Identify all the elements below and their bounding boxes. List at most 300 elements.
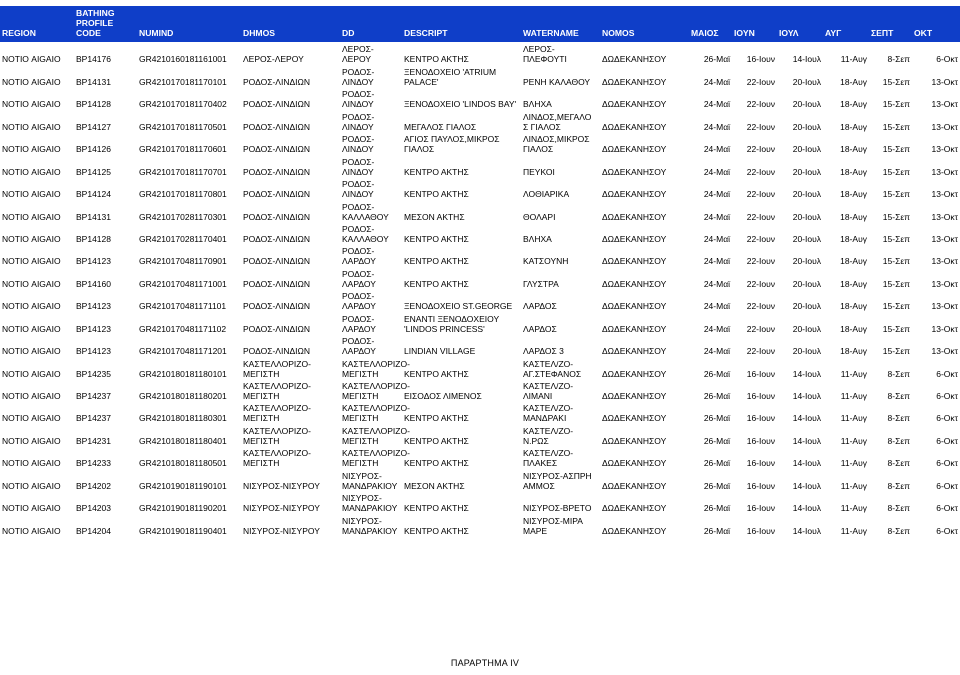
cell-sept: 15-Σεπ: [882, 323, 910, 334]
cell-aug: 18-Αυγ: [840, 346, 867, 357]
cell-ioun: 16-Ιουν: [746, 503, 775, 514]
cell-bathing-profile-code: BP14131: [76, 76, 111, 87]
table-row: [0, 109, 960, 131]
cell-watername: ΚΑΣΤΕΛ/ΖΟ-ΠΛΑΚΕΣ: [523, 448, 574, 469]
cell-okt: 13-Οκτ: [931, 256, 958, 267]
cell-dd: ΡΟΔΟΣ-ΛΙΝΔΟΥ: [342, 66, 375, 87]
cell-dd: ΡΟΔΟΣ-ΛΙΝΔΟΥ: [342, 89, 375, 110]
cell-aug: 18-Αυγ: [840, 121, 867, 132]
cell-nomos: ΔΩΔΕΚΑΝΗΣΟΥ: [602, 144, 667, 155]
cell-descript: ΚΕΝΤΡΟ ΑΚΤΗΣ: [404, 435, 469, 446]
cell-bathing-profile-code: BP14204: [76, 525, 111, 536]
cell-maios: 26-Μαϊ: [703, 435, 730, 446]
cell-numind: GR4210180181180201: [139, 391, 227, 401]
cell-descript: ΚΕΝΤΡΟ ΑΚΤΗΣ: [404, 413, 469, 424]
cell-okt: 6-Οκτ: [936, 54, 958, 65]
cell-okt: 13-Οκτ: [931, 233, 958, 244]
cell-dd: ΝΙΣΥΡΟΣ-ΜΑΝΔΡΑΚΙΟΥ: [342, 493, 398, 514]
cell-bathing-profile-code: BP14123: [76, 346, 111, 357]
table-row: [0, 177, 960, 199]
cell-region: ΝΟΤΙΟ AIGAIO: [2, 54, 61, 65]
cell-ioun: 22-Ιουν: [746, 301, 775, 312]
cell-dd: ΡΟΔΟΣ-ΛΑΡΔΟΥ: [342, 291, 376, 312]
cell-okt: 6-Οκτ: [936, 413, 958, 424]
cell-region: ΝΟΤΙΟ AIGAIO: [2, 503, 61, 514]
cell-okt: 6-Οκτ: [936, 458, 958, 469]
table-row: [0, 491, 960, 513]
cell-nomos: ΔΩΔΕΚΑΝΗΣΟΥ: [602, 480, 667, 491]
table-row: [0, 64, 960, 86]
cell-sept: 8-Σεπ: [887, 435, 910, 446]
cell-region: ΝΟΤΙΟ AIGAIO: [2, 525, 61, 536]
cell-descript: ΚΕΝΤΡΟ ΑΚΤΗΣ: [404, 278, 469, 289]
cell-aug: 11-Αυγ: [840, 368, 867, 379]
cell-sept: 15-Σεπ: [882, 211, 910, 222]
cell-numind: GR4210170481171201: [139, 346, 227, 357]
cell-nomos: ΔΩΔΕΚΑΝΗΣΟΥ: [602, 54, 667, 65]
cell-sept: 15-Σεπ: [882, 301, 910, 312]
cell-ioun: 22-Ιουν: [746, 323, 775, 334]
cell-ioul: 14-Ιουλ: [792, 413, 821, 424]
cell-watername: ΚΑΤΣΟΥΝΗ: [523, 256, 569, 267]
cell-watername: ΡΕΝΗ ΚΑΛΑΘΟΥ: [523, 76, 591, 87]
cell-ioul: 20-Ιουλ: [792, 166, 821, 177]
cell-maios: 26-Μαϊ: [703, 503, 730, 514]
cell-bathing-profile-code: BP14125: [76, 166, 111, 177]
cell-watername: ΛΑΡΔΟΣ: [523, 301, 557, 312]
cell-region: ΝΟΤΙΟ AIGAIO: [2, 121, 61, 132]
cell-watername: ΒΛΗΧΑ: [523, 233, 552, 244]
cell-ioun: 22-Ιουν: [746, 99, 775, 110]
cell-okt: 13-Οκτ: [931, 301, 958, 312]
cell-dd: ΡΟΔΟΣ-ΛΙΝΔΟΥ: [342, 156, 375, 177]
cell-dd: ΡΟΔΟΣ-ΛΙΝΔΟΥ: [342, 134, 375, 155]
cell-ioun: 22-Ιουν: [746, 189, 775, 200]
cell-sept: 8-Σεπ: [887, 413, 910, 424]
cell-aug: 18-Αυγ: [840, 99, 867, 110]
cell-numind: GR4210170281170301: [139, 211, 227, 222]
cell-maios: 24-Μαϊ: [703, 76, 730, 87]
cell-ioul: 20-Ιουλ: [792, 278, 821, 289]
cell-okt: 13-Οκτ: [931, 76, 958, 87]
cell-ioun: 16-Ιουν: [746, 391, 775, 401]
cell-descript: ΑΓΙΟΣ ΠΑΥΛΟΣ,ΜΙΚΡΟΣ ΓΙΑΛΟΣ: [404, 134, 500, 155]
cell-descript: ΕΙΣΟΔΟΣ ΛΙΜΕΝΟΣ: [404, 391, 482, 401]
cell-nomos: ΔΩΔΕΚΑΝΗΣΟΥ: [602, 189, 667, 200]
column-header-bathing-profile-code: BATHING PROFILE CODE: [74, 6, 137, 42]
column-header-nomos: NOMOS: [600, 6, 689, 42]
cell-ioul: 20-Ιουλ: [792, 76, 821, 87]
cell-bathing-profile-code: BP14131: [76, 211, 111, 222]
cell-ioul: 14-Ιουλ: [792, 368, 821, 379]
cell-region: ΝΟΤΙΟ AIGAIO: [2, 144, 61, 155]
cell-maios: 26-Μαϊ: [703, 391, 730, 401]
cell-region: ΝΟΤΙΟ AIGAIO: [2, 189, 61, 200]
cell-bathing-profile-code: BP14237: [76, 413, 111, 424]
cell-dd: ΡΟΔΟΣ-ΛΙΝΔΟΥ: [342, 179, 375, 200]
cell-numind: GR4210170481171102: [139, 323, 227, 334]
cell-dhmos: ΡΟΔΟΣ-ΛΙΝΔΙΩΝ: [243, 121, 311, 132]
cell-dd: ΡΟΔΟΣ-ΛΙΝΔΟΥ: [342, 111, 375, 132]
cell-nomos: ΔΩΔΕΚΑΝΗΣΟΥ: [602, 233, 667, 244]
cell-ioul: 14-Ιουλ: [792, 503, 821, 514]
cell-watername: ΚΑΣΤΕΛ/ΖΟ-ΛΙΜΑΝΙ: [523, 381, 574, 401]
cell-ioun: 22-Ιουν: [746, 76, 775, 87]
cell-nomos: ΔΩΔΕΚΑΝΗΣΟΥ: [602, 301, 667, 312]
cell-sept: 15-Σεπ: [882, 99, 910, 110]
cell-ioul: 20-Ιουλ: [792, 301, 821, 312]
cell-ioun: 16-Ιουν: [746, 525, 775, 536]
cell-dd: ΚΑΣΤΕΛΛΟΡΙΖΟ-ΜΕΓΙΣΤΗ: [342, 425, 410, 446]
cell-descript: ΜΕΣΟΝ ΑΚΤΗΣ: [404, 480, 465, 491]
cell-numind: GR4210170281170401: [139, 233, 227, 244]
cell-dhmos: ΡΟΔΟΣ-ΛΙΝΔΙΩΝ: [243, 76, 311, 87]
cell-dd: ΡΟΔΟΣ-ΛΑΡΔΟΥ: [342, 268, 376, 289]
column-header-sept: ΣΕΠΤ: [869, 6, 912, 42]
cell-watername: ΠΕΥΚΟΙ: [523, 166, 555, 177]
cell-dd: ΚΑΣΤΕΛΛΟΡΙΖΟ-ΜΕΓΙΣΤΗ: [342, 358, 410, 379]
cell-dhmos: ΡΟΔΟΣ-ΛΙΝΔΙΩΝ: [243, 189, 311, 200]
table-row: [0, 199, 960, 221]
cell-dhmos: ΡΟΔΟΣ-ΛΙΝΔΙΩΝ: [243, 166, 311, 177]
cell-dd: ΡΟΔΟΣ-ΛΑΡΔΟΥ: [342, 336, 376, 357]
cell-descript: ΚΕΝΤΡΟ ΑΚΤΗΣ: [404, 54, 469, 65]
cell-descript: ΚΕΝΤΡΟ ΑΚΤΗΣ: [404, 189, 469, 200]
cell-region: ΝΟΤΙΟ AIGAIO: [2, 278, 61, 289]
cell-descript: ΚΕΝΤΡΟ ΑΚΤΗΣ: [404, 368, 469, 379]
cell-numind: GR4210170481171101: [139, 301, 227, 312]
cell-maios: 24-Μαϊ: [703, 189, 730, 200]
table-row: [0, 132, 960, 154]
cell-watername: ΛΙΝΔΟΣ,ΜΕΓΑΛΟ Σ ΓΙΑΛΟΣ: [523, 111, 592, 132]
table-row: [0, 266, 960, 288]
cell-descript: ΚΕΝΤΡΟ ΑΚΤΗΣ: [404, 525, 469, 536]
cell-okt: 13-Οκτ: [931, 121, 958, 132]
column-header-numind: NUMIND: [137, 6, 241, 42]
cell-sept: 8-Σεπ: [887, 503, 910, 514]
cell-numind: GR4210180181180101: [139, 368, 227, 379]
cell-region: ΝΟΤΙΟ AIGAIO: [2, 323, 61, 334]
table-row: [0, 154, 960, 176]
cell-descript: ΞΕΝΟΔΟΧΕΙΟ ST.GEORGE: [404, 301, 513, 312]
cell-ioul: 14-Ιουλ: [792, 525, 821, 536]
column-header-maios: ΜΑΙΟΣ: [689, 6, 732, 42]
cell-region: ΝΟΤΙΟ AIGAIO: [2, 76, 61, 87]
cell-okt: 13-Οκτ: [931, 166, 958, 177]
cell-numind: GR4210180181180301: [139, 413, 227, 424]
cell-ioun: 22-Ιουν: [746, 346, 775, 357]
cell-sept: 15-Σεπ: [882, 76, 910, 87]
cell-maios: 26-Μαϊ: [703, 480, 730, 491]
cell-descript: ΞΕΝΟΔΟΧΕΙΟ 'LINDOS BAY': [404, 99, 517, 110]
cell-bathing-profile-code: BP14235: [76, 368, 111, 379]
cell-bathing-profile-code: BP14202: [76, 480, 111, 491]
column-header-descript: DESCRIPT: [402, 6, 521, 42]
cell-descript: ΚΕΝΤΡΟ ΑΚΤΗΣ: [404, 166, 469, 177]
cell-maios: 24-Μαϊ: [703, 278, 730, 289]
table-row: [0, 222, 960, 244]
cell-maios: 26-Μαϊ: [703, 525, 730, 536]
cell-watername: ΛΑΡΔΟΣ: [523, 323, 557, 334]
cell-region: ΝΟΤΙΟ AIGAIO: [2, 99, 61, 110]
table-row: [0, 379, 960, 401]
column-header-aug: ΑΥΓ: [823, 6, 869, 42]
cell-numind: GR4210170181170501: [139, 121, 227, 132]
cell-okt: 13-Οκτ: [931, 211, 958, 222]
cell-sept: 15-Σεπ: [882, 144, 910, 155]
cell-ioun: 22-Ιουν: [746, 278, 775, 289]
cell-aug: 11-Αυγ: [840, 525, 867, 536]
cell-nomos: ΔΩΔΕΚΑΝΗΣΟΥ: [602, 346, 667, 357]
cell-dhmos: ΛΕΡΟΣ-ΛΕΡΟΥ: [243, 54, 304, 65]
cell-okt: 6-Οκτ: [936, 435, 958, 446]
cell-okt: 13-Οκτ: [931, 278, 958, 289]
cell-aug: 11-Αυγ: [840, 503, 867, 514]
table-row: [0, 289, 960, 311]
header-row: [0, 6, 960, 42]
cell-aug: 18-Αυγ: [840, 278, 867, 289]
cell-descript: ΚΕΝΤΡΟ ΑΚΤΗΣ: [404, 503, 469, 514]
cell-bathing-profile-code: BP14127: [76, 121, 111, 132]
table-row: [0, 334, 960, 356]
table-row: [0, 311, 960, 333]
cell-ioun: 16-Ιουν: [746, 368, 775, 379]
cell-bathing-profile-code: BP14123: [76, 256, 111, 267]
cell-okt: 6-Οκτ: [936, 480, 958, 491]
cell-ioun: 16-Ιουν: [746, 458, 775, 469]
cell-dhmos: ΚΑΣΤΕΛΛΟΡΙΖΟ-ΜΕΓΙΣΤΗ: [243, 358, 311, 379]
cell-aug: 18-Αυγ: [840, 301, 867, 312]
cell-ioun: 22-Ιουν: [746, 121, 775, 132]
cell-region: ΝΟΤΙΟ AIGAIO: [2, 368, 61, 379]
cell-dhmos: ΡΟΔΟΣ-ΛΙΝΔΙΩΝ: [243, 211, 311, 222]
cell-maios: 24-Μαϊ: [703, 144, 730, 155]
cell-watername: ΝΙΣΥΡΟΣ-ΑΣΠΡΗ ΑΜΜΟΣ: [523, 470, 592, 491]
cell-ioul: 14-Ιουλ: [792, 54, 821, 65]
cell-ioul: 20-Ιουλ: [792, 211, 821, 222]
cell-sept: 8-Σεπ: [887, 54, 910, 65]
cell-nomos: ΔΩΔΕΚΑΝΗΣΟΥ: [602, 503, 667, 514]
cell-maios: 24-Μαϊ: [703, 346, 730, 357]
cell-sept: 15-Σεπ: [882, 166, 910, 177]
cell-numind: GR4210170181170701: [139, 166, 227, 177]
cell-watername: ΛΟΘΙΑΡΙΚΑ: [523, 189, 570, 200]
cell-dd: ΝΙΣΥΡΟΣ-ΜΑΝΔΡΑΚΙΟΥ: [342, 515, 398, 536]
appendix-label: ΠΑΡΑΡΤΗΜΑ IV: [450, 658, 520, 668]
cell-okt: 13-Οκτ: [931, 144, 958, 155]
cell-sept: 15-Σεπ: [882, 121, 910, 132]
cell-region: ΝΟΤΙΟ AIGAIO: [2, 413, 61, 424]
cell-maios: 26-Μαϊ: [703, 368, 730, 379]
cell-nomos: ΔΩΔΕΚΑΝΗΣΟΥ: [602, 166, 667, 177]
cell-okt: 13-Οκτ: [931, 346, 958, 357]
cell-okt: 6-Οκτ: [936, 368, 958, 379]
cell-ioul: 20-Ιουλ: [792, 256, 821, 267]
cell-okt: 13-Οκτ: [931, 189, 958, 200]
table-row: [0, 42, 960, 64]
cell-maios: 24-Μαϊ: [703, 211, 730, 222]
cell-dhmos: ΡΟΔΟΣ-ΛΙΝΔΙΩΝ: [243, 301, 311, 312]
cell-ioul: 20-Ιουλ: [792, 346, 821, 357]
table-row: [0, 468, 960, 490]
cell-sept: 8-Σεπ: [887, 480, 910, 491]
cell-maios: 26-Μαϊ: [703, 54, 730, 65]
cell-dhmos: ΚΑΣΤΕΛΛΟΡΙΖΟ-ΜΕΓΙΣΤΗ: [243, 425, 311, 446]
cell-sept: 8-Σεπ: [887, 525, 910, 536]
table-row: [0, 446, 960, 468]
cell-ioul: 20-Ιουλ: [792, 189, 821, 200]
cell-region: ΝΟΤΙΟ AIGAIO: [2, 346, 61, 357]
cell-region: ΝΟΤΙΟ AIGAIO: [2, 166, 61, 177]
cell-ioul: 14-Ιουλ: [792, 480, 821, 491]
cell-nomos: ΔΩΔΕΚΑΝΗΣΟΥ: [602, 121, 667, 132]
cell-dhmos: ΡΟΔΟΣ-ΛΙΝΔΙΩΝ: [243, 346, 311, 357]
cell-aug: 18-Αυγ: [840, 233, 867, 244]
cell-aug: 18-Αυγ: [840, 76, 867, 87]
cell-dhmos: ΝΙΣΥΡΟΣ-ΝΙΣΥΡΟΥ: [243, 480, 320, 491]
cell-dd: ΚΑΣΤΕΛΛΟΡΙΖΟ-ΜΕΓΙΣΤΗ: [342, 448, 410, 469]
cell-okt: 6-Οκτ: [936, 391, 958, 401]
cell-ioun: 22-Ιουν: [746, 144, 775, 155]
cell-bathing-profile-code: BP14123: [76, 301, 111, 312]
cell-maios: 24-Μαϊ: [703, 301, 730, 312]
cell-ioul: 20-Ιουλ: [792, 121, 821, 132]
cell-region: ΝΟΤΙΟ AIGAIO: [2, 391, 61, 401]
cell-okt: 6-Οκτ: [936, 503, 958, 514]
cell-numind: GR4210160181161001: [139, 54, 227, 65]
cell-region: ΝΟΤΙΟ AIGAIO: [2, 301, 61, 312]
cell-dd: ΡΟΔΟΣ-ΚΑΛΛΑΘΟΥ: [342, 201, 389, 222]
cell-aug: 18-Αυγ: [840, 166, 867, 177]
cell-watername: ΚΑΣΤΕΛ/ΖΟ-ΜΑΝΔΡΑΚΙ: [523, 403, 574, 424]
cell-numind: GR4210180181180501: [139, 458, 227, 469]
cell-numind: GR4210170481171001: [139, 278, 227, 289]
cell-ioun: 22-Ιουν: [746, 256, 775, 267]
cell-dhmos: ΡΟΔΟΣ-ΛΙΝΔΙΩΝ: [243, 144, 311, 155]
table-row: [0, 87, 960, 109]
cell-watername: ΛΕΡΟΣ-ΠΛΕΦΟΥΤΙ: [523, 44, 567, 65]
cell-maios: 24-Μαϊ: [703, 323, 730, 334]
cell-numind: GR4210190181190201: [139, 503, 227, 514]
cell-bathing-profile-code: BP14124: [76, 189, 111, 200]
cell-descript: ΚΕΝΤΡΟ ΑΚΤΗΣ: [404, 256, 469, 267]
cell-region: ΝΟΤΙΟ AIGAIO: [2, 256, 61, 267]
cell-nomos: ΔΩΔΕΚΑΝΗΣΟΥ: [602, 256, 667, 267]
table-row: [0, 423, 960, 445]
cell-sept: 8-Σεπ: [887, 391, 910, 401]
cell-aug: 18-Αυγ: [840, 144, 867, 155]
cell-dd: ΡΟΔΟΣ-ΛΑΡΔΟΥ: [342, 313, 376, 334]
column-header-okt: ΟΚΤ: [912, 6, 960, 42]
cell-descript: ΚΕΝΤΡΟ ΑΚΤΗΣ: [404, 458, 469, 469]
cell-dhmos: ΡΟΔΟΣ-ΛΙΝΔΙΩΝ: [243, 256, 311, 267]
table-row: [0, 244, 960, 266]
cell-okt: 13-Οκτ: [931, 99, 958, 110]
cell-numind: GR4210170181170801: [139, 189, 227, 200]
column-header-ioun: ΙΟΥΝ: [732, 6, 777, 42]
cell-nomos: ΔΩΔΕΚΑΝΗΣΟΥ: [602, 76, 667, 87]
cell-maios: 24-Μαϊ: [703, 233, 730, 244]
cell-sept: 8-Σεπ: [887, 458, 910, 469]
cell-numind: GR4210190181190101: [139, 480, 227, 491]
cell-ioun: 22-Ιουν: [746, 233, 775, 244]
cell-region: ΝΟΤΙΟ AIGAIO: [2, 211, 61, 222]
cell-ioun: 22-Ιουν: [746, 211, 775, 222]
cell-ioul: 14-Ιουλ: [792, 391, 821, 401]
cell-maios: 24-Μαϊ: [703, 99, 730, 110]
cell-bathing-profile-code: BP14123: [76, 323, 111, 334]
cell-dd: ΚΑΣΤΕΛΛΟΡΙΖΟ-ΜΕΓΙΣΤΗ: [342, 381, 410, 401]
cell-nomos: ΔΩΔΕΚΑΝΗΣΟΥ: [602, 525, 667, 536]
cell-aug: 11-Αυγ: [840, 54, 867, 65]
cell-dhmos: ΚΑΣΤΕΛΛΟΡΙΖΟ-ΜΕΓΙΣΤΗ: [243, 403, 311, 424]
cell-watername: ΛΙΝΔΟΣ,ΜΙΚΡΟΣ ΓΙΑΛΟΣ: [523, 134, 590, 155]
cell-ioun: 16-Ιουν: [746, 480, 775, 491]
cell-aug: 11-Αυγ: [840, 413, 867, 424]
table-body: [0, 42, 960, 536]
cell-aug: 18-Αυγ: [840, 256, 867, 267]
cell-bathing-profile-code: BP14237: [76, 391, 111, 401]
cell-watername: ΚΑΣΤΕΛ/ΖΟ-Ν.ΡΩΣ: [523, 425, 574, 446]
cell-watername: ΛΑΡΔΟΣ 3: [523, 346, 564, 357]
cell-watername: ΚΑΣΤΕΛ/ΖΟ-ΑΓ.ΣΤΕΦΑΝΟΣ: [523, 358, 582, 379]
cell-bathing-profile-code: BP14128: [76, 99, 111, 110]
column-header-dd: DD: [340, 6, 402, 42]
cell-watername: ΝΙΣΥΡΟΣ-ΒΡΕΤΟ: [523, 503, 592, 514]
cell-aug: 11-Αυγ: [840, 458, 867, 469]
cell-nomos: ΔΩΔΕΚΑΝΗΣΟΥ: [602, 99, 667, 110]
cell-numind: GR4210170181170101: [139, 76, 227, 87]
cell-sept: 15-Σεπ: [882, 278, 910, 289]
cell-dd: ΛΕΡΟΣ-ΛΕΡΟΥ: [342, 44, 374, 65]
cell-bathing-profile-code: BP14126: [76, 144, 111, 155]
cell-bathing-profile-code: BP14176: [76, 54, 111, 65]
cell-descript: ΚΕΝΤΡΟ ΑΚΤΗΣ: [404, 233, 469, 244]
cell-dhmos: ΚΑΣΤΕΛΛΟΡΙΖΟ-ΜΕΓΙΣΤΗ: [243, 381, 311, 401]
cell-maios: 26-Μαϊ: [703, 458, 730, 469]
cell-numind: GR4210170181170601: [139, 144, 227, 155]
cell-maios: 24-Μαϊ: [703, 166, 730, 177]
column-header-watername: WATERNAME: [521, 6, 600, 42]
cell-ioun: 16-Ιουν: [746, 413, 775, 424]
cell-nomos: ΔΩΔΕΚΑΝΗΣΟΥ: [602, 278, 667, 289]
cell-dd: ΡΟΔΟΣ-ΛΑΡΔΟΥ: [342, 246, 376, 267]
cell-aug: 11-Αυγ: [840, 480, 867, 491]
table-row: [0, 513, 960, 535]
cell-watername: ΓΛΥΣΤΡΑ: [523, 278, 559, 289]
column-header-ioul: ΙΟΥΛ: [777, 6, 823, 42]
table-row: [0, 401, 960, 423]
cell-ioul: 20-Ιουλ: [792, 233, 821, 244]
cell-dhmos: ΡΟΔΟΣ-ΛΙΝΔΙΩΝ: [243, 323, 311, 334]
cell-descript: ΜΕΣΟΝ ΑΚΤΗΣ: [404, 211, 465, 222]
cell-ioul: 14-Ιουλ: [792, 458, 821, 469]
cell-sept: 15-Σεπ: [882, 346, 910, 357]
cell-dhmos: ΝΙΣΥΡΟΣ-ΝΙΣΥΡΟΥ: [243, 525, 320, 536]
cell-dhmos: ΚΑΣΤΕΛΛΟΡΙΖΟ-ΜΕΓΙΣΤΗ: [243, 448, 311, 469]
cell-maios: 24-Μαϊ: [703, 121, 730, 132]
cell-dhmos: ΡΟΔΟΣ-ΛΙΝΔΙΩΝ: [243, 99, 311, 110]
cell-descript: ΞΕΝΟΔΟΧΕΙΟ 'ATRIUM PALACE': [404, 66, 497, 87]
cell-ioul: 20-Ιουλ: [792, 323, 821, 334]
cell-dd: ΡΟΔΟΣ-ΚΑΛΛΑΘΟΥ: [342, 223, 389, 244]
bathing-water-table: [0, 6, 960, 536]
column-header-dhmos: DHMOS: [241, 6, 340, 42]
cell-descript: ΕΝΑΝΤΙ ΞΕΝΟΔΟΧΕΙΟΥ 'LINDOS PRINCESS': [404, 313, 499, 334]
cell-sept: 8-Σεπ: [887, 368, 910, 379]
cell-sept: 15-Σεπ: [882, 233, 910, 244]
cell-sept: 15-Σεπ: [882, 256, 910, 267]
